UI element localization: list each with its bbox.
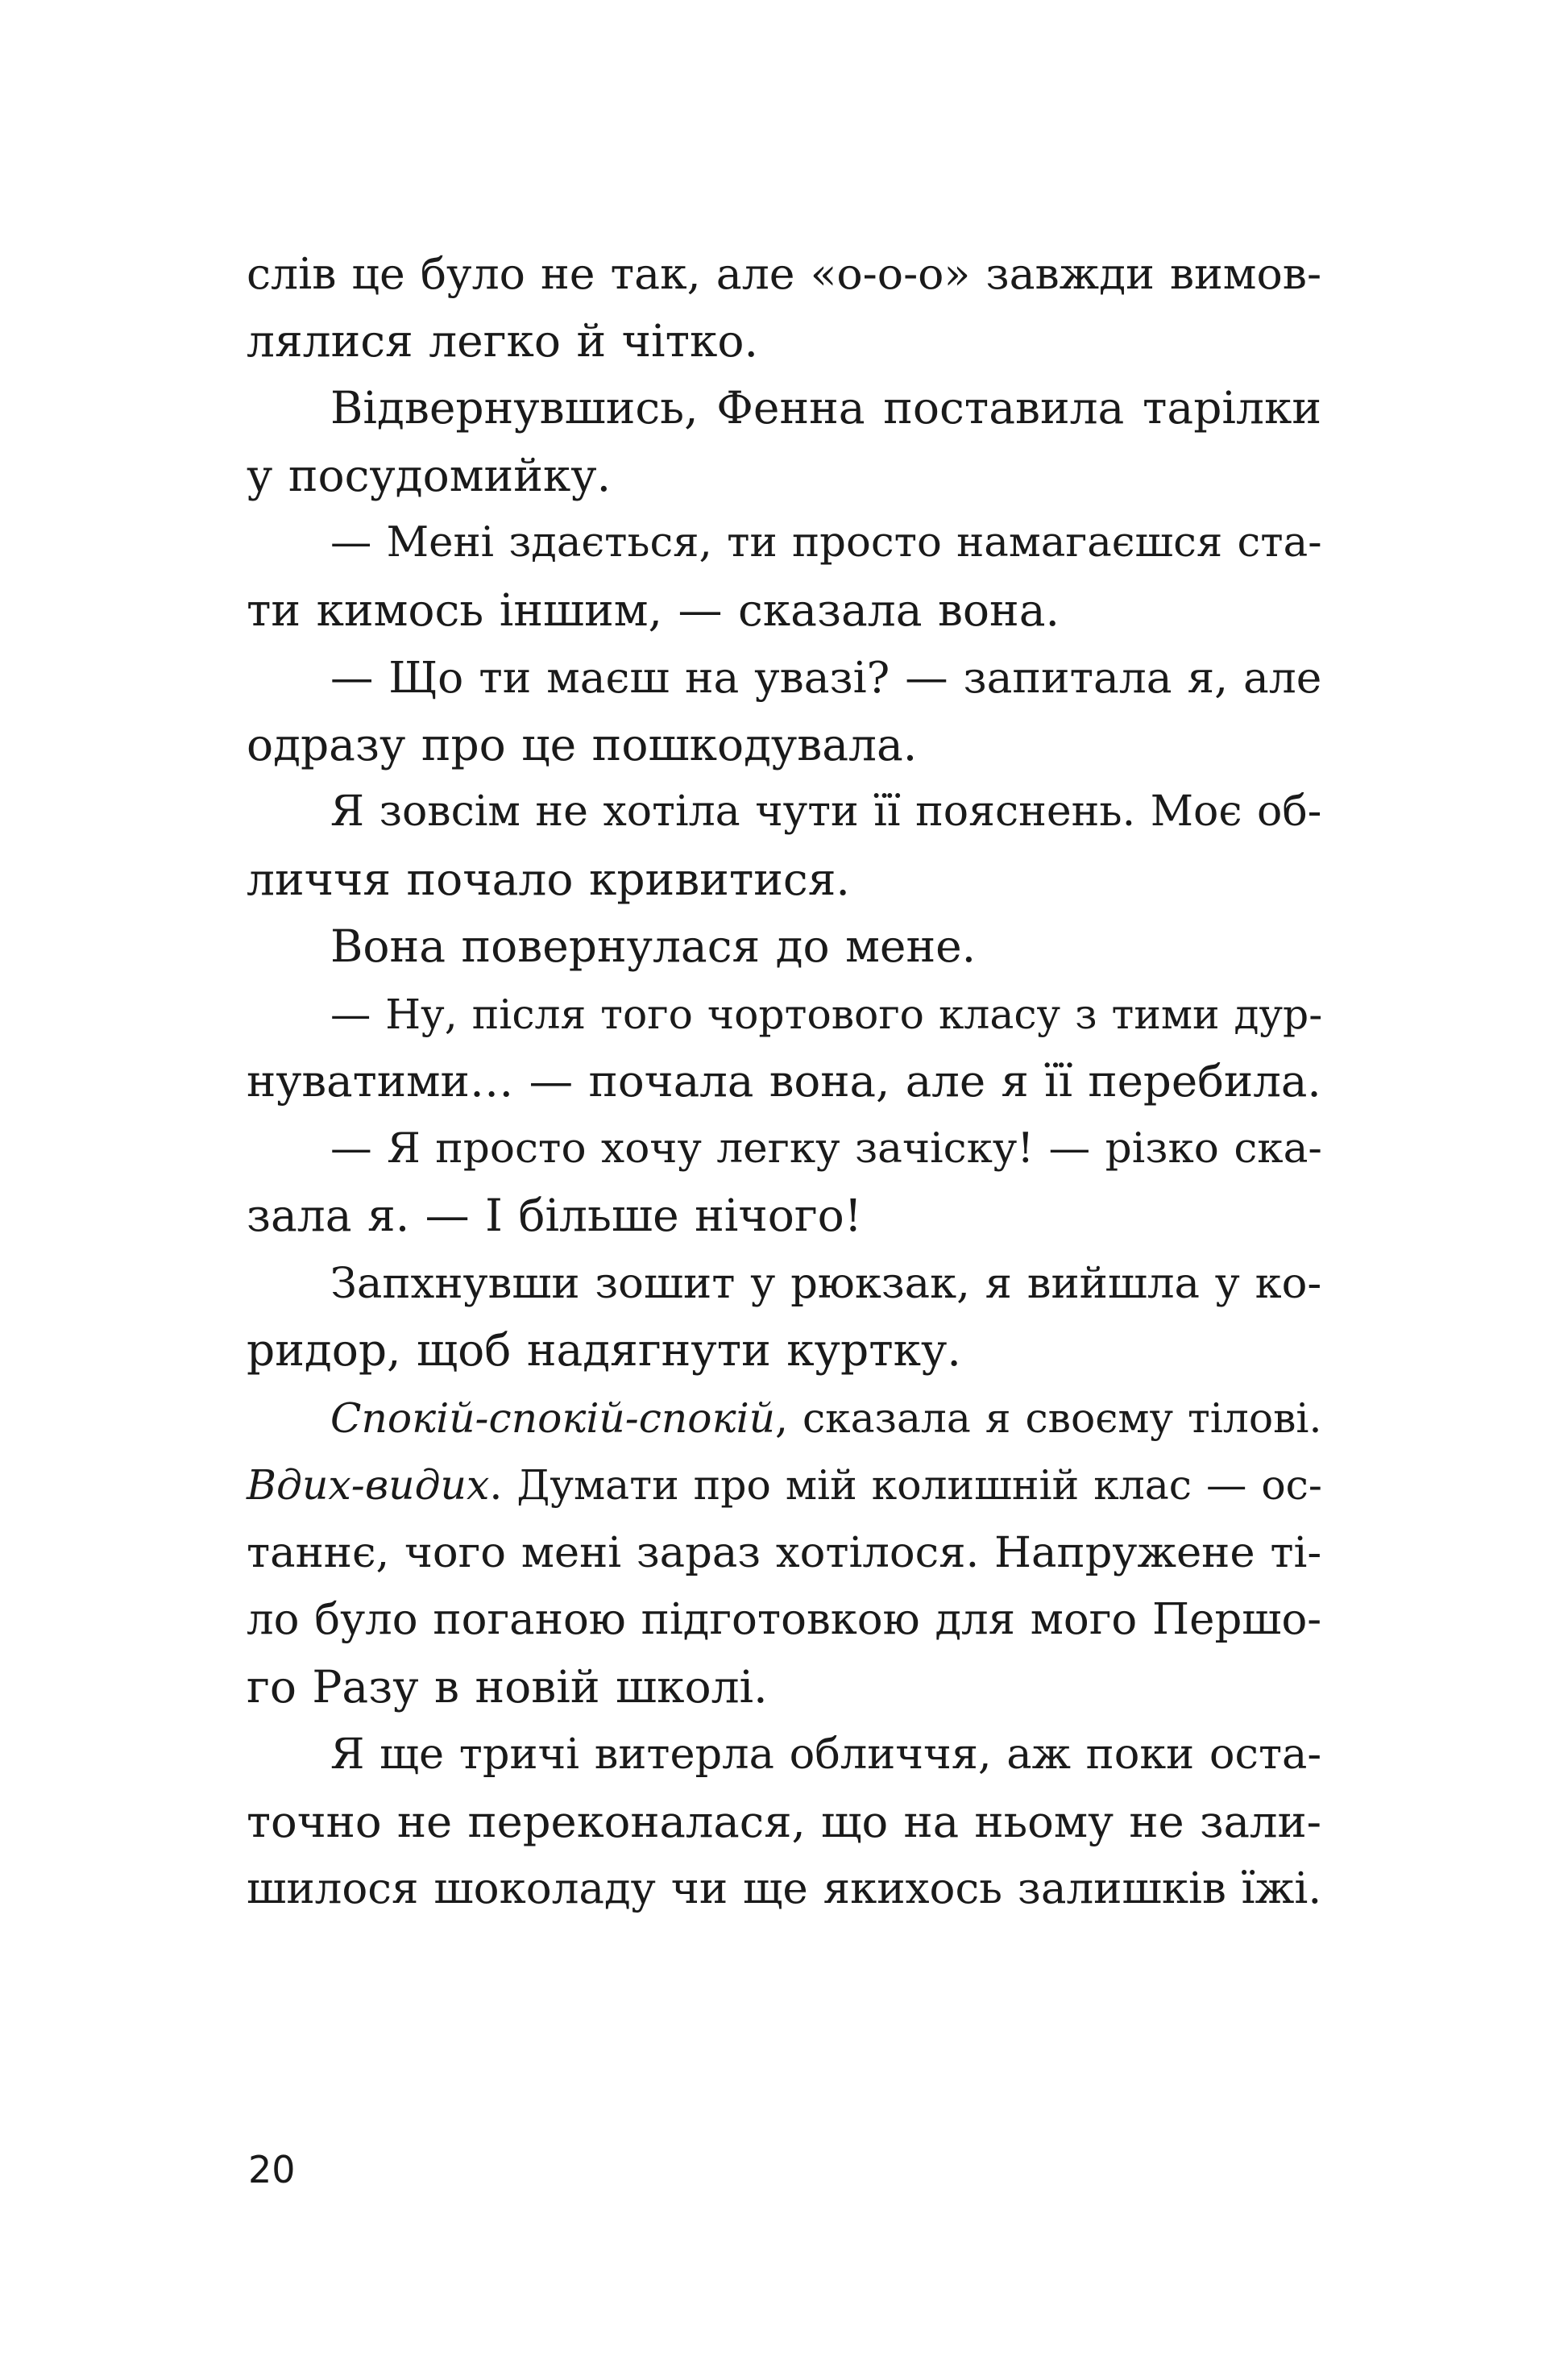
text-line: слів це було не так, але «о-о-о» завжди вимов- bbox=[247, 248, 1322, 299]
text-line: зала я. — І більше нічого! bbox=[247, 1190, 862, 1241]
text-line: Я зовсім не хотіла чути її пояснень. Моє об- bbox=[330, 787, 1322, 836]
text-line: таннє, чого мені зараз хотілося. Напружене ті- bbox=[247, 1527, 1322, 1577]
text-line: ти кимось іншим, — сказала вона. bbox=[247, 584, 1060, 636]
text-line: Запхнувши зошит у рюкзак, я вийшла у ко- bbox=[330, 1258, 1322, 1308]
text-line: — Мені здається, ти просто намагаєшся ста- bbox=[330, 518, 1322, 567]
text-line: одразу про це пошкодувала. bbox=[247, 718, 918, 770]
text-line: Відвернувшись, Фенна поставила тарілки bbox=[330, 382, 1321, 434]
text-line: у посудомийку. bbox=[247, 449, 612, 501]
text-line: шилося шоколаду чи ще якихось залишків їжі. bbox=[247, 1863, 1322, 1913]
text-line: — Ну, після того чортового класу з тими дур- bbox=[330, 990, 1323, 1038]
text-line: личчя почало кривитися. bbox=[247, 853, 850, 905]
text-line: точно не переконалася, що на ньому не зали- bbox=[247, 1796, 1321, 1847]
text-line: ридор, щоб надягнути куртку. bbox=[247, 1324, 961, 1376]
text-line: ло було поганою підготовкою для мого Першо- bbox=[247, 1595, 1322, 1644]
text-line: — Що ти маєш на увазі? — запитала я, але bbox=[330, 652, 1322, 703]
italic-phrase: Спокій-спокій-спокій bbox=[330, 1394, 776, 1442]
italic-phrase: Вдих-видих bbox=[247, 1461, 490, 1509]
text-line: лялися легко й чітко. bbox=[247, 314, 758, 367]
text-line: Вдих-видих. Думати про мій колишній клас — ос- bbox=[247, 1461, 1322, 1509]
page-number: 20 bbox=[248, 2148, 296, 2191]
body-text bbox=[247, 240, 1321, 1923]
text-line: го Разу в новій школі. bbox=[247, 1660, 768, 1713]
text-line: — Я просто хочу легку зачіску! — різко ска- bbox=[330, 1124, 1322, 1173]
text-line: Я ще тричі витерла обличчя, аж поки оста- bbox=[330, 1730, 1322, 1779]
text-line: Вона повернулася до мене. bbox=[330, 920, 977, 972]
text-line: нуватими… — почала вона, але я її перебила. bbox=[247, 1055, 1321, 1107]
text-line: Спокій-спокій-спокій, сказала я своєму тілові. bbox=[330, 1394, 1322, 1442]
